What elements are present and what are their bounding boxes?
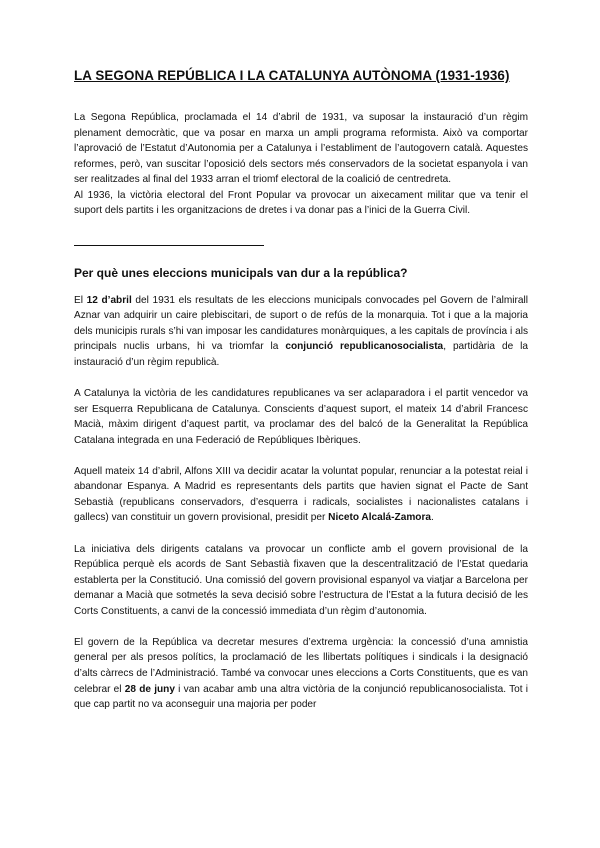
section-paragraph-4: La iniciativa dels dirigents catalans va provocar un conflicte amb el govern provisional de la República perquè els acords de Sant Sebastià fixaven que la descentralització de l’Estat quedaria establerta per la Constitució. Una comissió del govern provisional espanyol va viatjar a Barcelona per demanar a Macià que sotmetés la seva decisió sobre l’estructura de l’Estat a la futura decisió de les Corts Constituents, a canvi de la concessió immediata d’un règim d’autonomia. xyxy=(74,543,528,617)
intro-paragraph-1: La Segona República, proclamada el 14 d’abril de 1931, va suposar la instauració d’un règim plenament democràtic, que va posar en marxa un ampli programa reformista. Això va comportar l’aprovació de l’Estatut d’Autonomia per a Catalunya i l’establiment de l’autogovern català. Aquestes reformes, però, van suscitar l’oposició dels sectors més conservadors de la societat espanyola i van ser realitzades al final del 1933 arran el triomf electoral de la coalició de centredreta. xyxy=(74,112,528,186)
date-highlight: 28 de juny xyxy=(124,683,175,695)
party-highlight: conjunció republicanosocialista xyxy=(285,341,444,353)
section-divider xyxy=(74,245,264,246)
section-heading: Per què unes eleccions municipals van dur a la república? xyxy=(74,265,408,280)
person-highlight: Niceto Alcalá-Zamora xyxy=(328,512,431,524)
section-paragraph-1: El 12 d’abril del 1931 els resultats de les eleccions municipals convocades pel Govern de l’almirall Aznar van adquirir un caire plebiscitari, de suport o de refús de la monarquia. Tot i que a la majoria dels municipis rurals s’hi van imposar les candidatures monàrquiques, a les capitals de província i als principals nuclis urbans, hi va triomfar la conjunció republicanosocialista, partidària de la instauració d’un règim republicà. xyxy=(74,294,529,369)
section-paragraph-2: A Catalunya la victòria de les candidatures republicanes va ser aclaparadora i el partit vencedor va ser Esquerra Republicana de Catalunya. Conscients d’aquest suport, el mateix 14 d’abril Francesc Macià, màxim dirigent d’aquest partit, va proclamar des del balcó de la Generalitat la República Catalana integrada en una Federació de Repúbliques Ibèriques. xyxy=(74,388,528,446)
section-paragraph-3: Aquell mateix 14 d’abril, Alfons XIII va decidir acatar la voluntat popular, renunciar a la potestat reial i abandonar Espanya. A Madrid es representants dels partits que havien signat el Pacte de Sant Sebastià (republicans conservadors, d’esquerra i radicals, socialistes i nacionalistes catalans i gallecs) van constituir un govern provisional, presidit per Niceto Alcalá-Zamora. xyxy=(74,465,528,524)
section-paragraph-5: El govern de la República va decretar mesures d’extrema urgència: la concessió d’una amnistia general per als presos polítics, la proclamació de les llibertats polítiques i sindicals i la designació d’alts càrrecs de l’Administració. També va convocar unes eleccions a Corts Constituents, que es van celebrar el 28 de juny i van acabar amb una altra victòria de la conjunció republicanosocialista. Tot i que cap partit no va aconseguir una majoria per poder xyxy=(74,636,529,711)
date-highlight: 12 d’abril xyxy=(86,294,132,306)
intro-paragraph-2: Al 1936, la victòria electoral del Front Popular va provocar un aixecament militar que va tenir el suport dels partits i les organitzacions de dretes i va donar pas a l’inici de la Guerra Civil. xyxy=(74,189,528,217)
page-title: LA SEGONA REPÚBLICA I LA CATALUNYA AUTÒNOMA (1931-1936) xyxy=(74,68,510,83)
